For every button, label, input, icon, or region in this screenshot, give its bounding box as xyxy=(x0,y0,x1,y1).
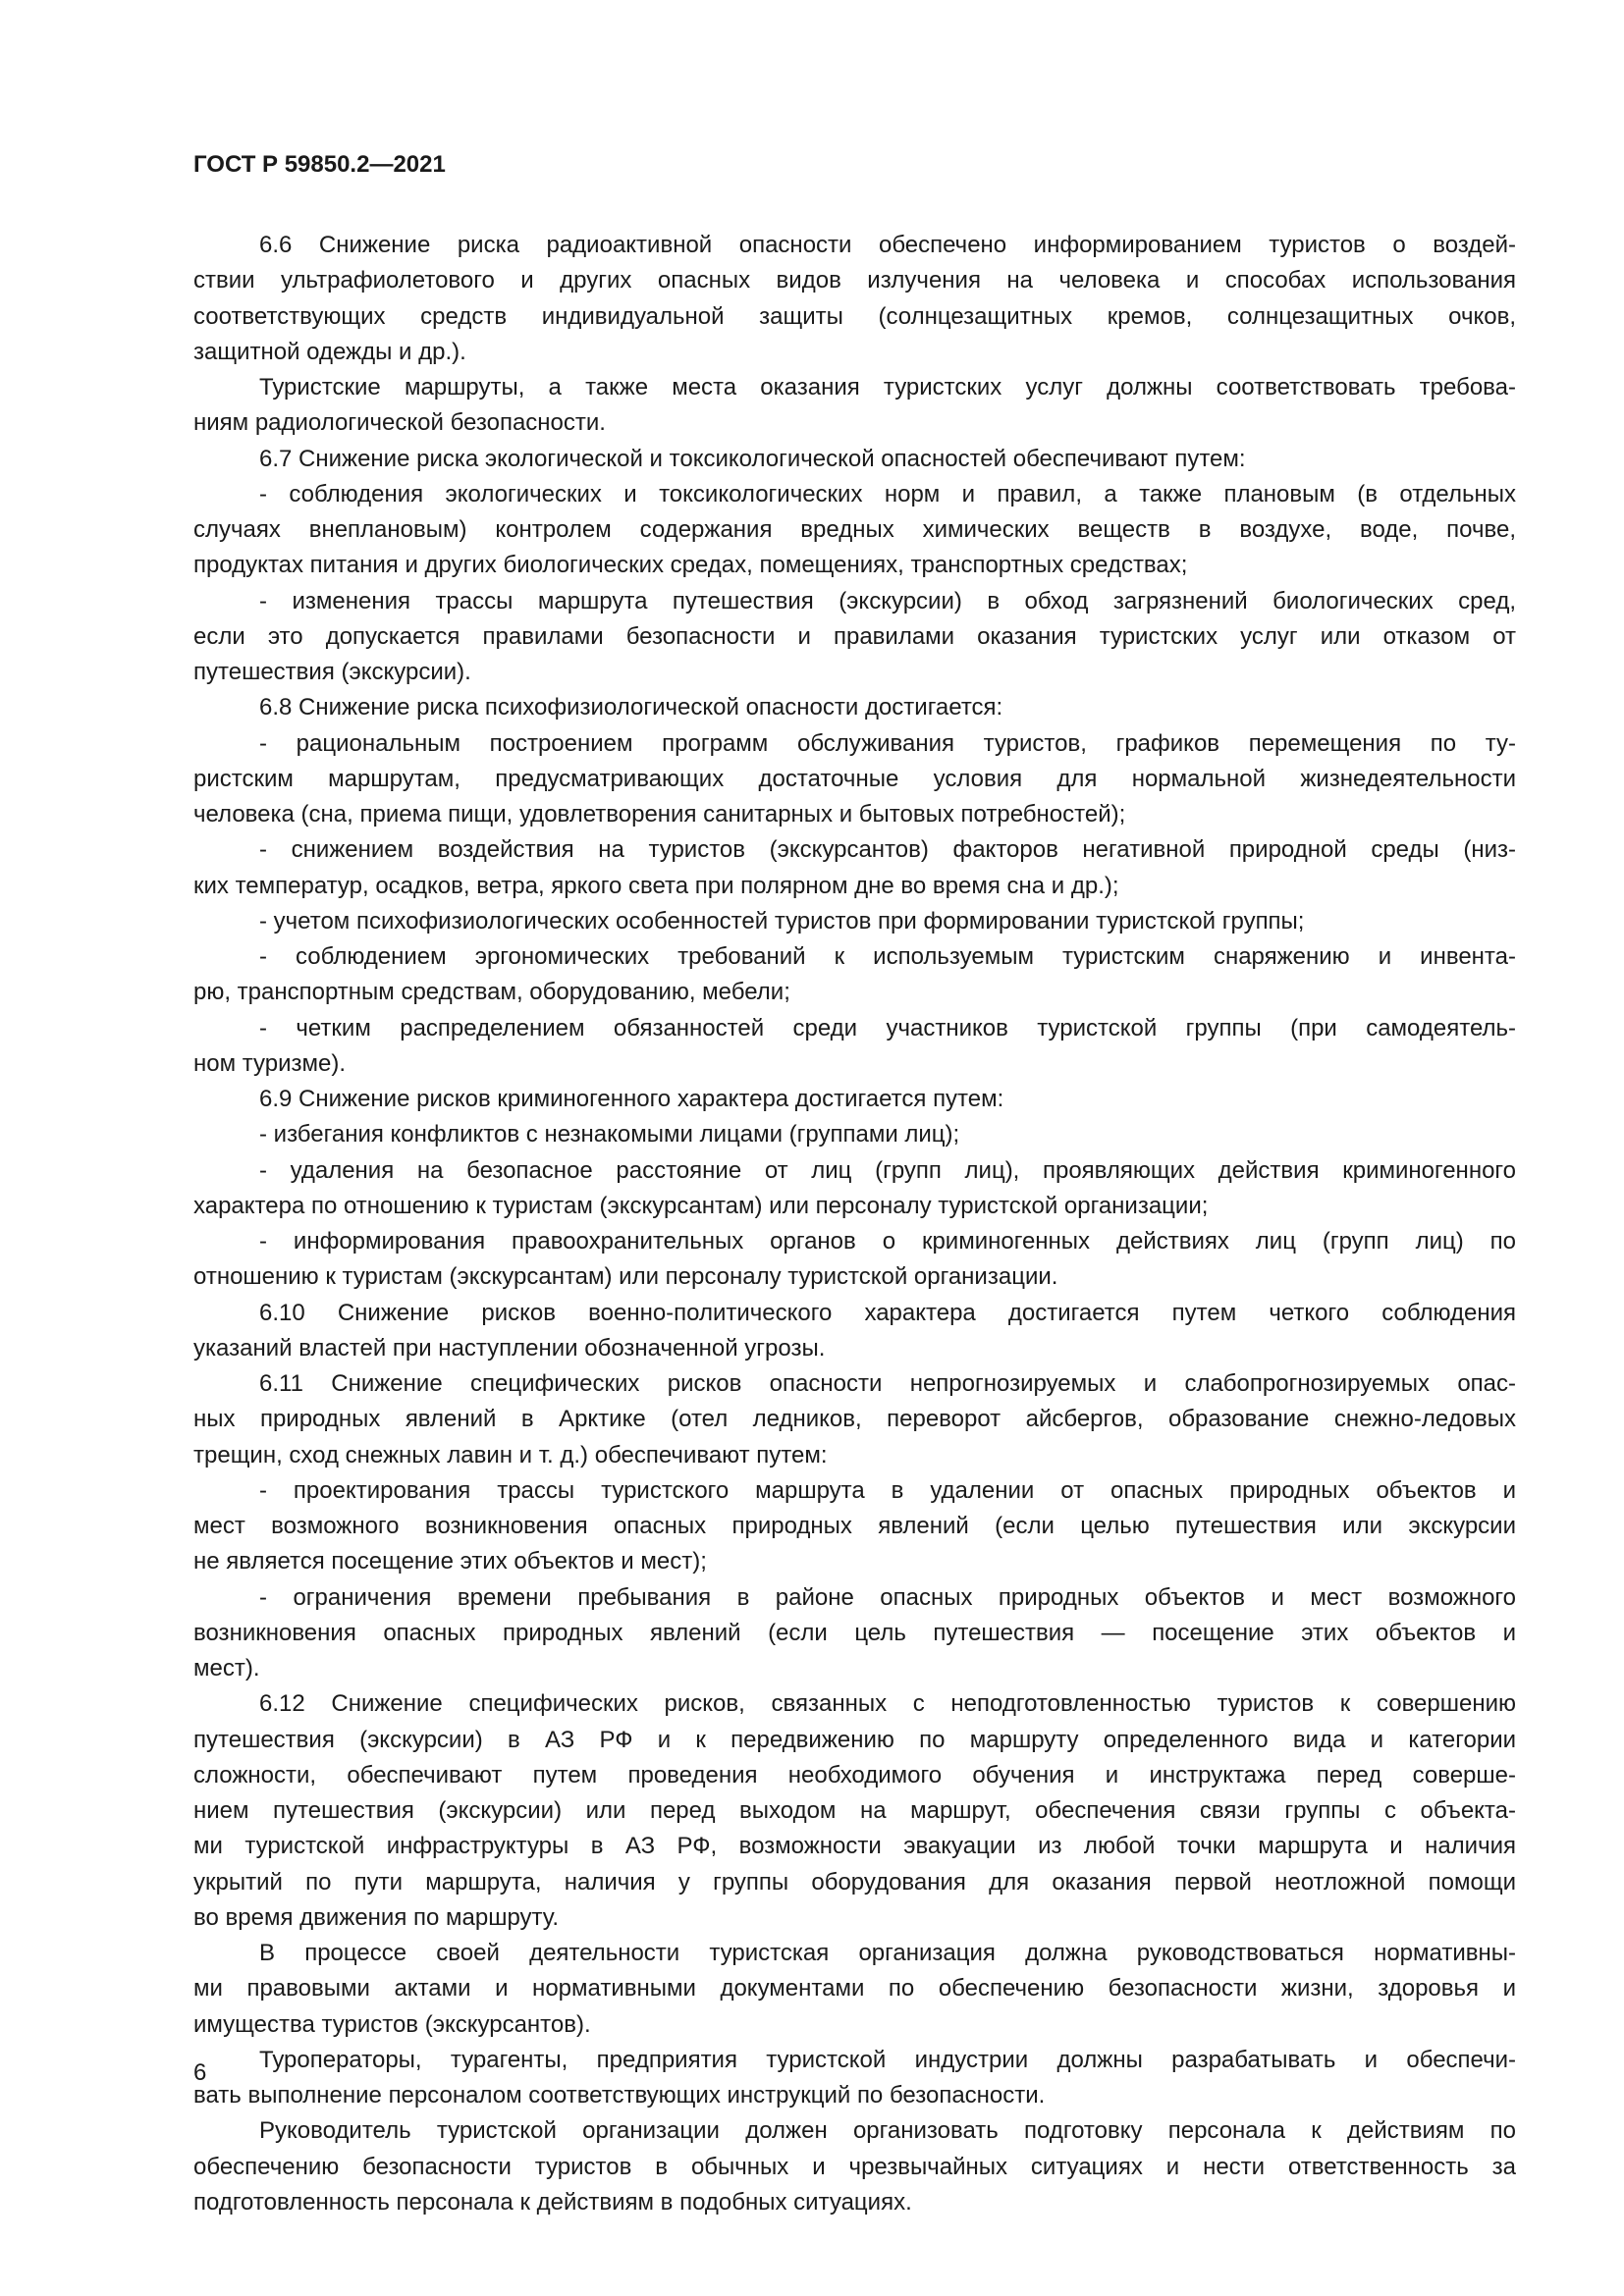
text-line: мест). xyxy=(193,1655,260,1682)
text-line: - информирования правоохранительных органов о криминогенных действиях лиц (групп лиц) по xyxy=(259,1228,1516,1255)
text-line: если это допускается правилами безопасности и правилами оказания туристских услуг или отказом от xyxy=(193,622,1516,650)
text-line: рю, транспортным средствам, оборудованию, мебели; xyxy=(193,979,790,1006)
text-line: - соблюдения экологических и токсикологических норм и правил, а также плановым (в отдельных xyxy=(259,480,1516,507)
text-line: 6.11 Снижение специфических рисков опасности непрогнозируемых и слабопрогнозируемых опас- xyxy=(259,1370,1516,1397)
text-line: указаний властей при наступлении обозначенной угрозы. xyxy=(193,1334,826,1362)
text-line: - удаления на безопасное расстояние от лиц (групп лиц), проявляющих действия криминогенного xyxy=(259,1156,1516,1184)
text-line: сложности, обеспечивают путем проведения необходимого обучения и инструктажа перед соверше- xyxy=(193,1761,1516,1789)
page-number: 6 xyxy=(193,2059,207,2086)
text-line: подготовленность персонала к действиям в подобных ситуациях. xyxy=(193,2188,912,2216)
text-line: человека (сна, приема пищи, удовлетворения санитарных и бытовых потребностей); xyxy=(193,801,1126,828)
text-line: - рациональным построением программ обслуживания туристов, графиков перемещения по ту- xyxy=(259,729,1516,757)
text-line: ристским маршрутам, предусматривающих достаточные условия для нормальной жизнедеятельности xyxy=(193,765,1516,792)
text-line: укрытий по пути маршрута, наличия у группы оборудования для оказания первой неотложной помощи xyxy=(193,1868,1516,1896)
text-line: 6.10 Снижение рисков военно-политического характера достигается путем четкого соблюдения xyxy=(259,1299,1516,1326)
text-line: путешествия (экскурсии). xyxy=(193,659,471,685)
text-line: - четким распределением обязанностей среди участников туристской группы (при самодеятель- xyxy=(259,1014,1516,1041)
text-line: Туроператоры, турагенты, предприятия туристской индустрии должны разрабатывать и обеспечи- xyxy=(259,2046,1516,2073)
text-line: В процессе своей деятельности туристская организация должна руководствоваться нормативны- xyxy=(259,1940,1516,1966)
text-line: возникновения опасных природных явлений (если цель путешествия — посещение этих объектов и xyxy=(193,1619,1516,1646)
text-line: случаях внеплановым) контролем содержания вредных химических веществ в воздухе, воде, почве, xyxy=(193,516,1516,543)
text-line: ствии ультрафиолетового и других опасных видов излучения на человека и способах использования xyxy=(193,267,1516,294)
text-line: во время движения по маршруту. xyxy=(193,1903,560,1931)
text-line: не является посещение этих объектов и мест); xyxy=(193,1548,707,1575)
text-line: ких температур, осадков, ветра, яркого света при полярном дне во время сна и др.); xyxy=(193,872,1119,899)
text-line: отношению к туристам (экскурсантам) или персоналу туристской организации. xyxy=(193,1263,1058,1291)
text-line: 6.7 Снижение риска экологической и токсикологической опасностей обеспечивают путем: xyxy=(259,445,1246,472)
text-line: - избегания конфликтов с незнакомыми лицами (группами лиц); xyxy=(259,1121,960,1148)
document-code-header: ГОСТ Р 59850.2—2021 xyxy=(193,151,446,178)
text-line: 6.6 Снижение риска радиоактивной опасности обеспечено информированием туристов о воздей- xyxy=(259,232,1516,258)
text-line: - проектирования трассы туристского маршрута в удалении от опасных природных объектов и xyxy=(259,1476,1516,1504)
text-line: - изменения трассы маршрута путешествия (экскурсии) в обход загрязнений биологических сред, xyxy=(259,587,1516,614)
text-line: - соблюдением эргономических требований к используемым туристским снаряжению и инвента- xyxy=(259,943,1516,970)
text-line: нием путешествия (экскурсии) или перед выходом на маршрут, обеспечения связи группы с объекта- xyxy=(193,1797,1516,1824)
text-line: ном туризме). xyxy=(193,1049,347,1077)
text-line: защитной одежды и др.). xyxy=(193,338,466,365)
text-line: обеспечению безопасности туристов в обычных и чрезвычайных ситуациях и нести ответственность за xyxy=(193,2153,1516,2180)
text-line: имущества туристов (экскурсантов). xyxy=(193,2010,591,2038)
text-line: мест возможного возникновения опасных природных явлений (если целью путешествия или экскурсии xyxy=(193,1513,1516,1539)
text-line: 6.12 Снижение специфических рисков, связанных с неподготовленностью туристов к совершению xyxy=(259,1690,1516,1718)
text-line: соответствующих средств индивидуальной защиты (солнцезащитных кремов, солнцезащитных очков, xyxy=(193,302,1516,330)
text-line: путешествия (экскурсии) в АЗ РФ и к передвижению по маршруту определенного вида и категории xyxy=(193,1726,1516,1753)
text-line: продуктах питания и других биологических средах, помещениях, транспортных средствах; xyxy=(193,552,1188,579)
text-line: трещин, сход снежных лавин и т. д.) обеспечивают путем: xyxy=(193,1441,828,1468)
text-line: Руководитель туристской организации должен организовать подготовку персонала к действиям по xyxy=(259,2117,1516,2145)
text-line: 6.8 Снижение риска психофизиологической опасности достигается: xyxy=(259,694,1003,721)
text-line: ниям радиологической безопасности. xyxy=(193,409,606,437)
text-line: 6.9 Снижение рисков криминогенного характера достигается путем: xyxy=(259,1086,1004,1112)
body-text xyxy=(193,228,1516,2220)
text-line: - ограничения времени пребывания в районе опасных природных объектов и мест возможного xyxy=(259,1583,1516,1611)
text-line: вать выполнение персоналом соответствующих инструкций по безопасности. xyxy=(193,2082,1046,2109)
text-line: ных природных явлений в Арктике (отел ледников, переворот айсбергов, образование снежно-ледовых xyxy=(193,1406,1516,1433)
text-line: ми правовыми актами и нормативными документами по обеспечению безопасности жизни, здоровья и xyxy=(193,1975,1516,2002)
text-line: Туристские маршруты, а также места оказания туристских услуг должны соответствовать требова- xyxy=(259,374,1516,400)
text-line: - снижением воздействия на туристов (экскурсантов) факторов негативной природной среды (низ- xyxy=(259,836,1516,864)
text-line: ми туристской инфраструктуры в АЗ РФ, возможности эвакуации из любой точки маршрута и наличия xyxy=(193,1833,1516,1860)
text-line: характера по отношению к туристам (экскурсантам) или персоналу туристской организации; xyxy=(193,1192,1209,1219)
text-line: - учетом психофизиологических особенностей туристов при формировании туристской группы; xyxy=(259,907,1305,934)
